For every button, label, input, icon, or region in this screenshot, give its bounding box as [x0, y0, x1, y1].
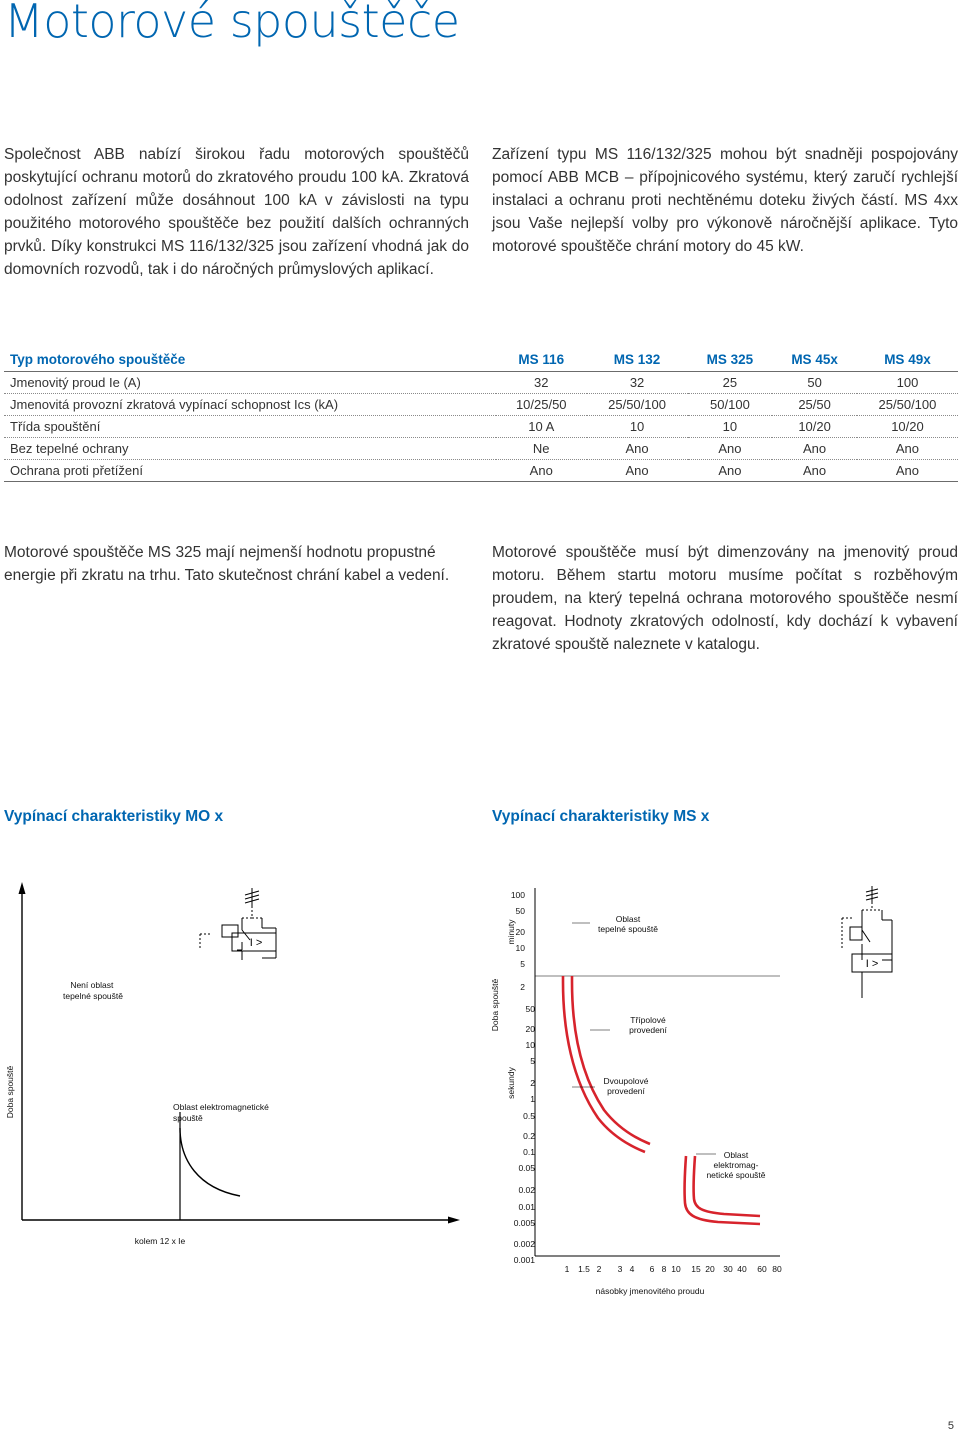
y-tick-label: 2: [530, 1078, 535, 1088]
em-region-label: [173, 1102, 271, 1123]
x-tick-label: 6: [649, 1264, 655, 1274]
x-tick-label: 15: [691, 1264, 701, 1274]
y-tick-label: 0.005: [513, 1218, 535, 1228]
overcurrent-symbol-label: I >: [249, 937, 263, 949]
x-tick-label: 3: [617, 1264, 623, 1274]
y-tick-label: 2: [520, 982, 525, 992]
y-tick-label: 5: [520, 959, 525, 969]
left-chart-heading: Vypínací charakteristiky MO x: [4, 808, 224, 825]
x-tick-label: 1: [564, 1264, 570, 1274]
column-header: MS 116: [496, 349, 587, 372]
right-trip-characteristic-chart: [480, 870, 960, 1310]
y-tick-label: 0.05: [518, 1163, 535, 1173]
y-tick-label: 0.01: [518, 1202, 535, 1212]
x-note-label: kolem 12 x Ie: [134, 1236, 186, 1246]
right-y-axis-label: Doba spouště: [490, 978, 500, 1032]
trip-curve-outer: [563, 976, 645, 1152]
x-tick-label: 1.5: [578, 1264, 590, 1274]
row-label: Jmenovitý proud Ie (A): [4, 372, 496, 394]
x-tick-label: 2: [596, 1264, 602, 1274]
table-cell: Ano: [772, 438, 857, 460]
x-tick-label: 4: [629, 1264, 635, 1274]
x-tick-label: 30: [723, 1264, 733, 1274]
row-label: Ochrana proti přetížení: [4, 460, 496, 482]
intro-right-paragraph: Zařízení typu MS 116/132/325 mohou být snadněji pospojovány pomocí ABB MCB – přípojnicového systému, který zaručí rychlejší instalaci a ochranu proti nechtěnému doteku živých částí. MS 4xx jsou Vaše nejlepší volby pro výkonově náročnější aplikace. Tyto motorové spouštěče chrání motory do 45 kW.: [492, 146, 958, 255]
x-tick-label: 8: [661, 1264, 667, 1274]
mid-right-paragraph: Motorové spouštěče musí být dimenzovány na jmenovitý proud motoru. Během startu motoru musíme počítat s rozběhovým proudem, na který tepelná ochrana motorového spouštěče nesmí reagovat. Hodnoty zkratových odolností, kdy dochází k vybavení zkratové spouště naleznete v katalogu.: [492, 544, 958, 653]
spec-table: [4, 349, 958, 482]
y-tick-label: 0.02: [518, 1185, 535, 1195]
table-cell: Ano: [587, 460, 688, 482]
no-thermal-region-label: [63, 980, 123, 1001]
table-cell: Ano: [857, 460, 958, 482]
em-region-label: [696, 1150, 766, 1180]
column-header: MS 325: [688, 349, 773, 372]
svg-text:Třípolovéprovedení: Třípolové provedení: [629, 1015, 667, 1035]
y-tick-label: 100: [510, 890, 525, 900]
table-cell: Ano: [772, 460, 857, 482]
row-label: Třída spouštění: [4, 416, 496, 438]
x-tick-label: 10: [671, 1264, 681, 1274]
trip-curve: [180, 1128, 240, 1196]
table-row: [4, 394, 958, 416]
table-cell: 10: [587, 416, 688, 438]
table-cell: 50/100: [688, 394, 773, 416]
table-cell: 10/20: [857, 416, 958, 438]
table-header-row: [4, 349, 958, 372]
y-tick-label: 0.1: [523, 1147, 535, 1157]
table-cell: 25/50/100: [587, 394, 688, 416]
y-unit-seconds: sekundy: [506, 1067, 516, 1099]
column-header: MS 132: [587, 349, 688, 372]
x-axis-label: násobky jmenovitého proudu: [595, 1286, 705, 1296]
mid-left-paragraph: Motorové spouštěče MS 325 mají nejmenší hodnotu propustné energie při zkratu na trhu. Tato skutečnost chrání kabel a vedení.: [4, 544, 450, 584]
row-label: Bez tepelné ochrany: [4, 438, 496, 460]
label-line: Oblast elektromagnetické: [173, 1102, 269, 1112]
table-cell: 50: [772, 372, 857, 394]
page-title: Motorové spouštěče: [4, 0, 460, 48]
y-tick-label: 5: [530, 1056, 535, 1066]
y-tick-label: 10: [525, 1040, 535, 1050]
x-tick-labels: [565, 1264, 782, 1274]
column-header: Typ motorového spouštěče: [4, 349, 496, 372]
label-line: spouště: [173, 1113, 203, 1123]
y-tick-label: 20: [525, 1024, 535, 1034]
y-unit-minutes: minuty: [506, 919, 516, 945]
trip-curves: [563, 976, 760, 1224]
table-cell: 10/20: [772, 416, 857, 438]
svg-text:Dvoupolovéprovedení: Dvoupolové provedení: [603, 1076, 649, 1096]
y-tick-label: 20: [515, 927, 525, 937]
breaker-symbol-icon: [842, 886, 892, 998]
column-header: MS 45x: [772, 349, 857, 372]
three-pole-label: [590, 1015, 668, 1035]
table-cell: 32: [587, 372, 688, 394]
x-tick-label: 40: [737, 1264, 747, 1274]
y-tick-label: 0.001: [513, 1255, 535, 1265]
table-cell: 32: [496, 372, 587, 394]
y-tick-label: 1: [530, 1094, 535, 1104]
table-cell: 10: [688, 416, 773, 438]
y-tick-label: 10: [515, 943, 525, 953]
label-line: tepelné spouště: [62, 991, 124, 1001]
table-row: [4, 438, 958, 460]
x-tick-label: 20: [705, 1264, 715, 1274]
chart-frame: [535, 888, 780, 1256]
intro-left-paragraph: Společnost ABB nabízí širokou řadu motorových spouštěčů poskytující ochranu motorů do zkratového proudu 100 kA. Zkratová odolnost zařízení může dosáhnout 100 kA v závislosti na typu použitého motorového spouštěče bez použití dalších ochranných prvků. Díky konstrukci MS 116/132/325 jsou zařízení vhodná jak do domovních rozvodů, tak i do náročných průmyslových aplikací.: [4, 146, 469, 278]
table-cell: 10 A: [496, 416, 587, 438]
table-row: [4, 460, 958, 482]
y-tick-label: 50: [525, 1004, 535, 1014]
y-tick-label: 0.2: [523, 1131, 535, 1141]
page-number: 5: [947, 1420, 954, 1432]
y-tick-label: 0.5: [523, 1111, 535, 1121]
left-y-axis-label: Doba spouště: [5, 1065, 15, 1119]
table-cell: Ano: [688, 460, 773, 482]
svg-text:Oblasttepelné spouště: Oblast tepelné spouště: [597, 914, 659, 934]
table-cell: 25/50: [772, 394, 857, 416]
right-chart-heading: Vypínací charakteristiky MS x: [492, 808, 710, 825]
table-cell: Ne: [496, 438, 587, 460]
row-label: Jmenovitá provozní zkratová vypínací schopnost Ics (kA): [4, 394, 496, 416]
trip-curve-inner: [572, 976, 650, 1144]
table-cell: Ano: [857, 438, 958, 460]
table-cell: 25/50/100: [857, 394, 958, 416]
table-cell: Ano: [587, 438, 688, 460]
left-trip-characteristic-diagram: [0, 850, 480, 1260]
svg-text:Oblastelektromag-netické spouš: Oblast elektromag-netické spouště: [706, 1150, 766, 1180]
y-tick-label: 0.002: [513, 1239, 535, 1249]
table-cell: 100: [857, 372, 958, 394]
table-row: [4, 416, 958, 438]
x-tick-label: 80: [772, 1264, 782, 1274]
table-cell: Ano: [496, 460, 587, 482]
thermal-region-label: [572, 914, 658, 934]
table-cell: 10/25/50: [496, 394, 587, 416]
breaker-symbol-icon: [200, 888, 276, 960]
overcurrent-symbol-label: I >: [865, 958, 879, 970]
x-tick-label: 60: [757, 1264, 767, 1274]
y-tick-label: 50: [515, 906, 525, 916]
label-line: Není oblast: [70, 980, 114, 990]
column-header: MS 49x: [857, 349, 958, 372]
table-cell: 25: [688, 372, 773, 394]
table-row: [4, 372, 958, 394]
table-cell: Ano: [688, 438, 773, 460]
